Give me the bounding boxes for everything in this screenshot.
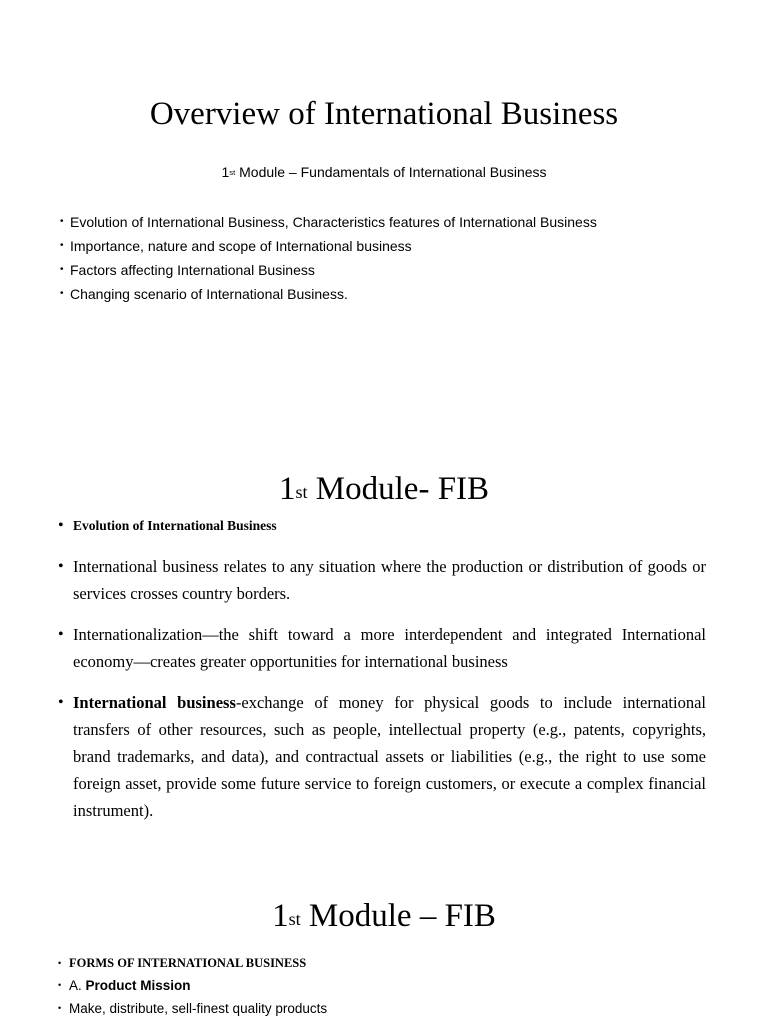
list-item (60, 234, 740, 258)
bullet-icon: • (58, 958, 62, 968)
subtitle-text: Module – Fundamentals of International Business (235, 164, 547, 180)
bullet-icon: • (58, 694, 64, 711)
slide-module-fib (0, 455, 768, 855)
list-item (58, 621, 706, 675)
list-item (60, 210, 740, 234)
term-bold: International business (73, 693, 236, 712)
list-item (58, 553, 706, 607)
bullet-icon: • (58, 517, 64, 534)
bullet-icon: • (58, 980, 62, 990)
subtitle-number: 1 (221, 164, 230, 180)
term-bold: Product Mission (85, 978, 191, 993)
slide-title (0, 467, 768, 511)
slide-title: Overview of International Business (149, 96, 619, 132)
bullet-icon: • (58, 1003, 62, 1013)
title-number: 1 (278, 471, 296, 507)
bullet-icon: • (58, 626, 64, 643)
title-number: 1 (272, 898, 289, 934)
bullet-icon: • (58, 558, 64, 575)
slide-subtitle (0, 162, 768, 182)
list-item-text: Internationalization—the shift toward a more interdependent and integrated International economy—creates greater opportunities for international business (73, 625, 706, 671)
list-item (58, 952, 738, 974)
list-item (58, 974, 738, 997)
bullet-icon: • (60, 240, 64, 251)
subtitle-superscript: st (229, 168, 236, 178)
slide-title (0, 894, 768, 938)
bullet-icon: • (60, 264, 64, 275)
content-list (58, 515, 706, 824)
title-superscript: st (288, 908, 301, 929)
list-item-prefix: A. (69, 978, 86, 993)
section-heading: Evolution of International Business (73, 518, 277, 533)
topic-list (60, 210, 740, 306)
list-item (58, 689, 706, 824)
list-item (60, 282, 740, 306)
list-item (58, 997, 738, 1020)
list-item-text: -exchange of money for physical goods to include international transfers of other resources, such as people, intellectual property (e.g., patents, copyrights, brand trademarks, and data), and contractual assets or liabilities (e.g., the right to use some foreign asset, provide some future service to foreign customers, or execute a complex financial instrument). (73, 693, 706, 820)
list-item-text: Make, distribute, sell-finest quality products (69, 1001, 328, 1016)
list-item (60, 258, 740, 282)
list-item-text: International business relates to any situation where the production or distribution of goods or services crosses country borders. (73, 557, 706, 603)
bullet-icon: • (60, 216, 64, 227)
content-list (58, 952, 738, 1020)
title-superscript: st (295, 481, 308, 502)
slide-overview (0, 0, 768, 390)
list-item-text: Evolution of International Business, Characteristics features of International Business (70, 214, 597, 230)
section-heading: FORMS OF INTERNATIONAL BUSINESS (69, 956, 307, 970)
list-item-text: Importance, nature and scope of International business (70, 238, 412, 254)
list-item-text: Changing scenario of International Business. (70, 286, 348, 302)
title-text: Module – FIB (300, 898, 496, 934)
bullet-icon: • (60, 288, 64, 299)
title-text: Module- FIB (307, 471, 490, 507)
slide-module-fib-forms (0, 880, 768, 1024)
list-item-text: Factors affecting International Business (70, 262, 315, 278)
list-item (58, 515, 706, 537)
